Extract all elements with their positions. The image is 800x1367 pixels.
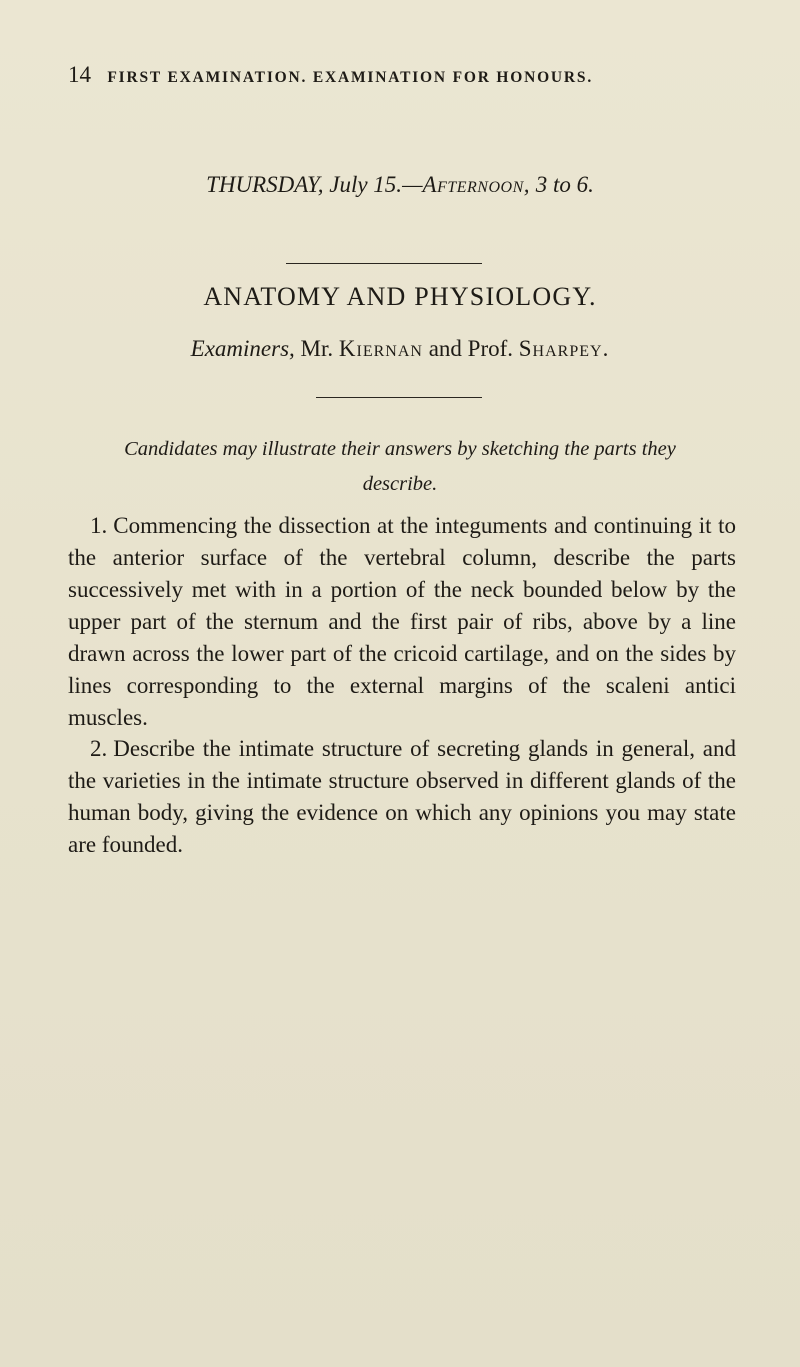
session-to: to [553,172,571,197]
session-time-to: 6. [576,172,594,197]
subject-title: ANATOMY AND PHYSIOLOGY. [203,282,597,311]
running-head [68,62,593,88]
question-1 [68,510,736,734]
divider-rule-top [286,263,482,264]
page-number: 14 [68,62,91,87]
session-date-line [0,172,800,198]
examiners-line [0,336,800,362]
examiner-name-2: Sharpey. [518,336,610,361]
examiners-prefix: Mr. [300,336,334,361]
session-time-from: 3 [535,172,548,197]
running-title: FIRST EXAMINATION. EXAMINATION FOR HONOURS. [107,69,594,86]
session-dash: — [402,172,423,197]
candidate-instructions: Candidates may illustrate their answers by sketching the parts they describe. [124,438,676,495]
session-period: Afternoon, [422,172,530,197]
examiners-label: Examiners, [190,336,295,361]
question-number: 1. [90,513,108,538]
session-day: THURSDAY, [206,172,324,197]
question-2 [68,733,736,861]
question-text: Commencing the dissection at the integuments and continuing it to the anterior surface of the vertebral column, describe the parts successively met with in a portion of the neck bounded below by the upper part of the sternum and the first pair of ribs, above by a line drawn across the lower part of the cricoid cartilage, and on the sides by lines corresponding to the external margins of the scaleni antici muscles. [68,513,736,730]
question-number: 2. [90,736,108,761]
session-date: July 15. [329,172,403,197]
examiner-name-1: Kiernan [338,336,423,361]
question-text: Describe the intimate structure of secreting glands in general, and the varieties in the intimate structure observed in different glands of the human body, giving the evidence on which any opinions you may state are founded. [68,736,736,857]
examiners-conjunction: and Prof. [428,336,514,361]
divider-rule-bottom [316,397,482,398]
